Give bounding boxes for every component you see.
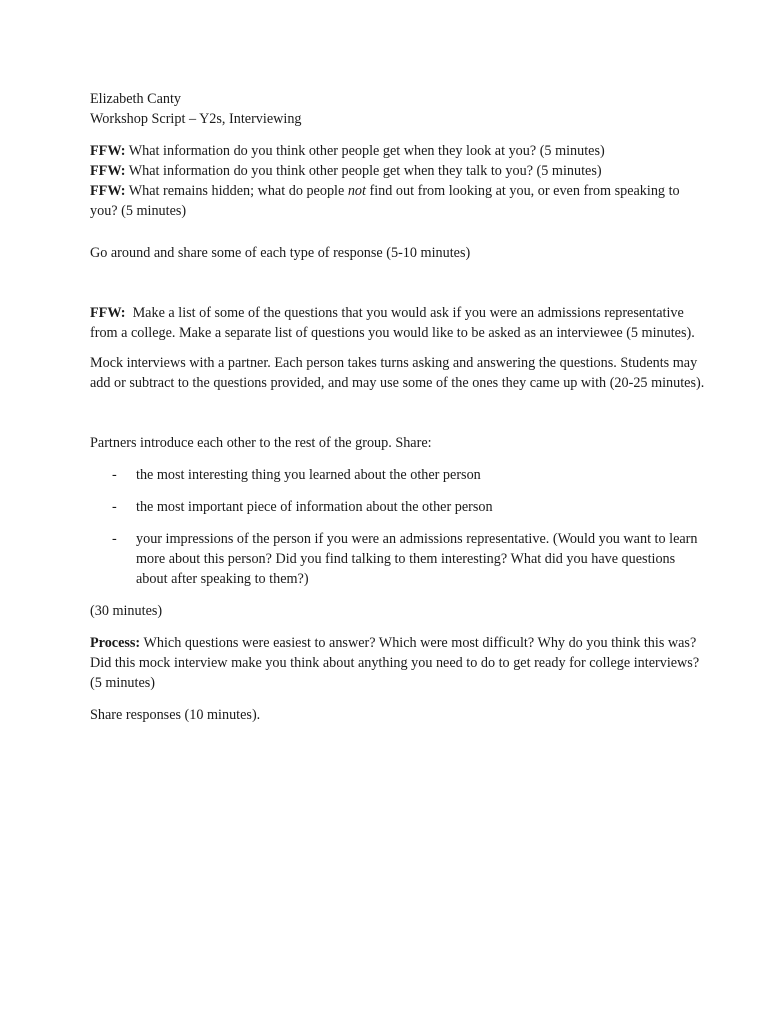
ffw-label: FFW: (90, 305, 126, 321)
process-text: Which questions were easiest to answer? Which were most difficult? Why do you think this was? Did this mock interview make you think about anything you need to do to get ready for college interviews? (5 minutes) (90, 635, 700, 691)
list-item-text: your impressions of the person if you were an admissions representative. (Would you want to learn more about this person? Did you find talking to them interesting? What did you have questions about after speaking to them?) (136, 531, 698, 587)
go-around-instruction: Go around and share some of each type of response (5-10 minutes) (90, 245, 471, 261)
list-item (90, 465, 710, 485)
spacer (90, 393, 710, 433)
process-label: Process: (90, 635, 141, 651)
ffw-question-2 (90, 161, 710, 181)
ffw-question-2-text: What information do you think other people get when they talk to you? (5 minutes) (128, 163, 602, 179)
ffw-label: FFW: (90, 143, 126, 159)
document-title: Workshop Script – Y2s, Interviewing (90, 111, 302, 127)
spacer (90, 129, 710, 141)
mock-interview-instruction: Mock interviews with a partner. Each person takes turns asking and answering the questions. Students may add or subtract to the questions provided, and may use some of the ones they came up with (20-25 minutes). (90, 355, 705, 391)
ffw-questions-block (90, 141, 710, 221)
ffw-list-instruction (90, 303, 710, 343)
document-page (90, 89, 710, 725)
partners-intro: Partners introduce each other to the rest of the group. Share: (90, 435, 432, 451)
ffw-label: FFW: (90, 163, 126, 179)
spacer (90, 589, 710, 601)
process-instruction (90, 633, 710, 693)
list-item (90, 529, 710, 589)
spacer (90, 693, 710, 705)
ffw-question-1 (90, 141, 710, 161)
dash-bullet: - (112, 531, 117, 547)
share-responses: Share responses (10 minutes). (90, 707, 261, 723)
dash-bullet: - (112, 499, 117, 515)
spacer (90, 343, 710, 353)
partners-time: (30 minutes) (90, 603, 163, 619)
ffw-question-3 (90, 181, 710, 221)
spacer (90, 453, 710, 465)
ffw-question-3-emphasis: not (347, 183, 366, 199)
author-name: Elizabeth Canty (90, 91, 182, 107)
ffw-list-text: Make a list of some of the questions that you would ask if you were an admissions representative from a college. Make a separate list of questions you would like to be asked as an interviewee (5 minutes). (90, 305, 695, 341)
spacer (90, 263, 710, 303)
list-item-text: the most interesting thing you learned about the other person (136, 467, 481, 483)
share-list (90, 465, 710, 589)
list-item-text: the most important piece of information about the other person (136, 499, 493, 515)
dash-bullet: - (112, 467, 117, 483)
spacer (90, 621, 710, 633)
ffw-question-3-text-start: What remains hidden; what do people (128, 183, 345, 199)
ffw-label: FFW: (90, 183, 126, 199)
spacer (90, 221, 710, 243)
list-item (90, 497, 710, 517)
ffw-question-1-text: What information do you think other people get when they look at you? (5 minutes) (128, 143, 605, 159)
ffw-question-3-text-end: find out from looking at you, or even from speaking to you? (5 minutes) (90, 183, 680, 219)
